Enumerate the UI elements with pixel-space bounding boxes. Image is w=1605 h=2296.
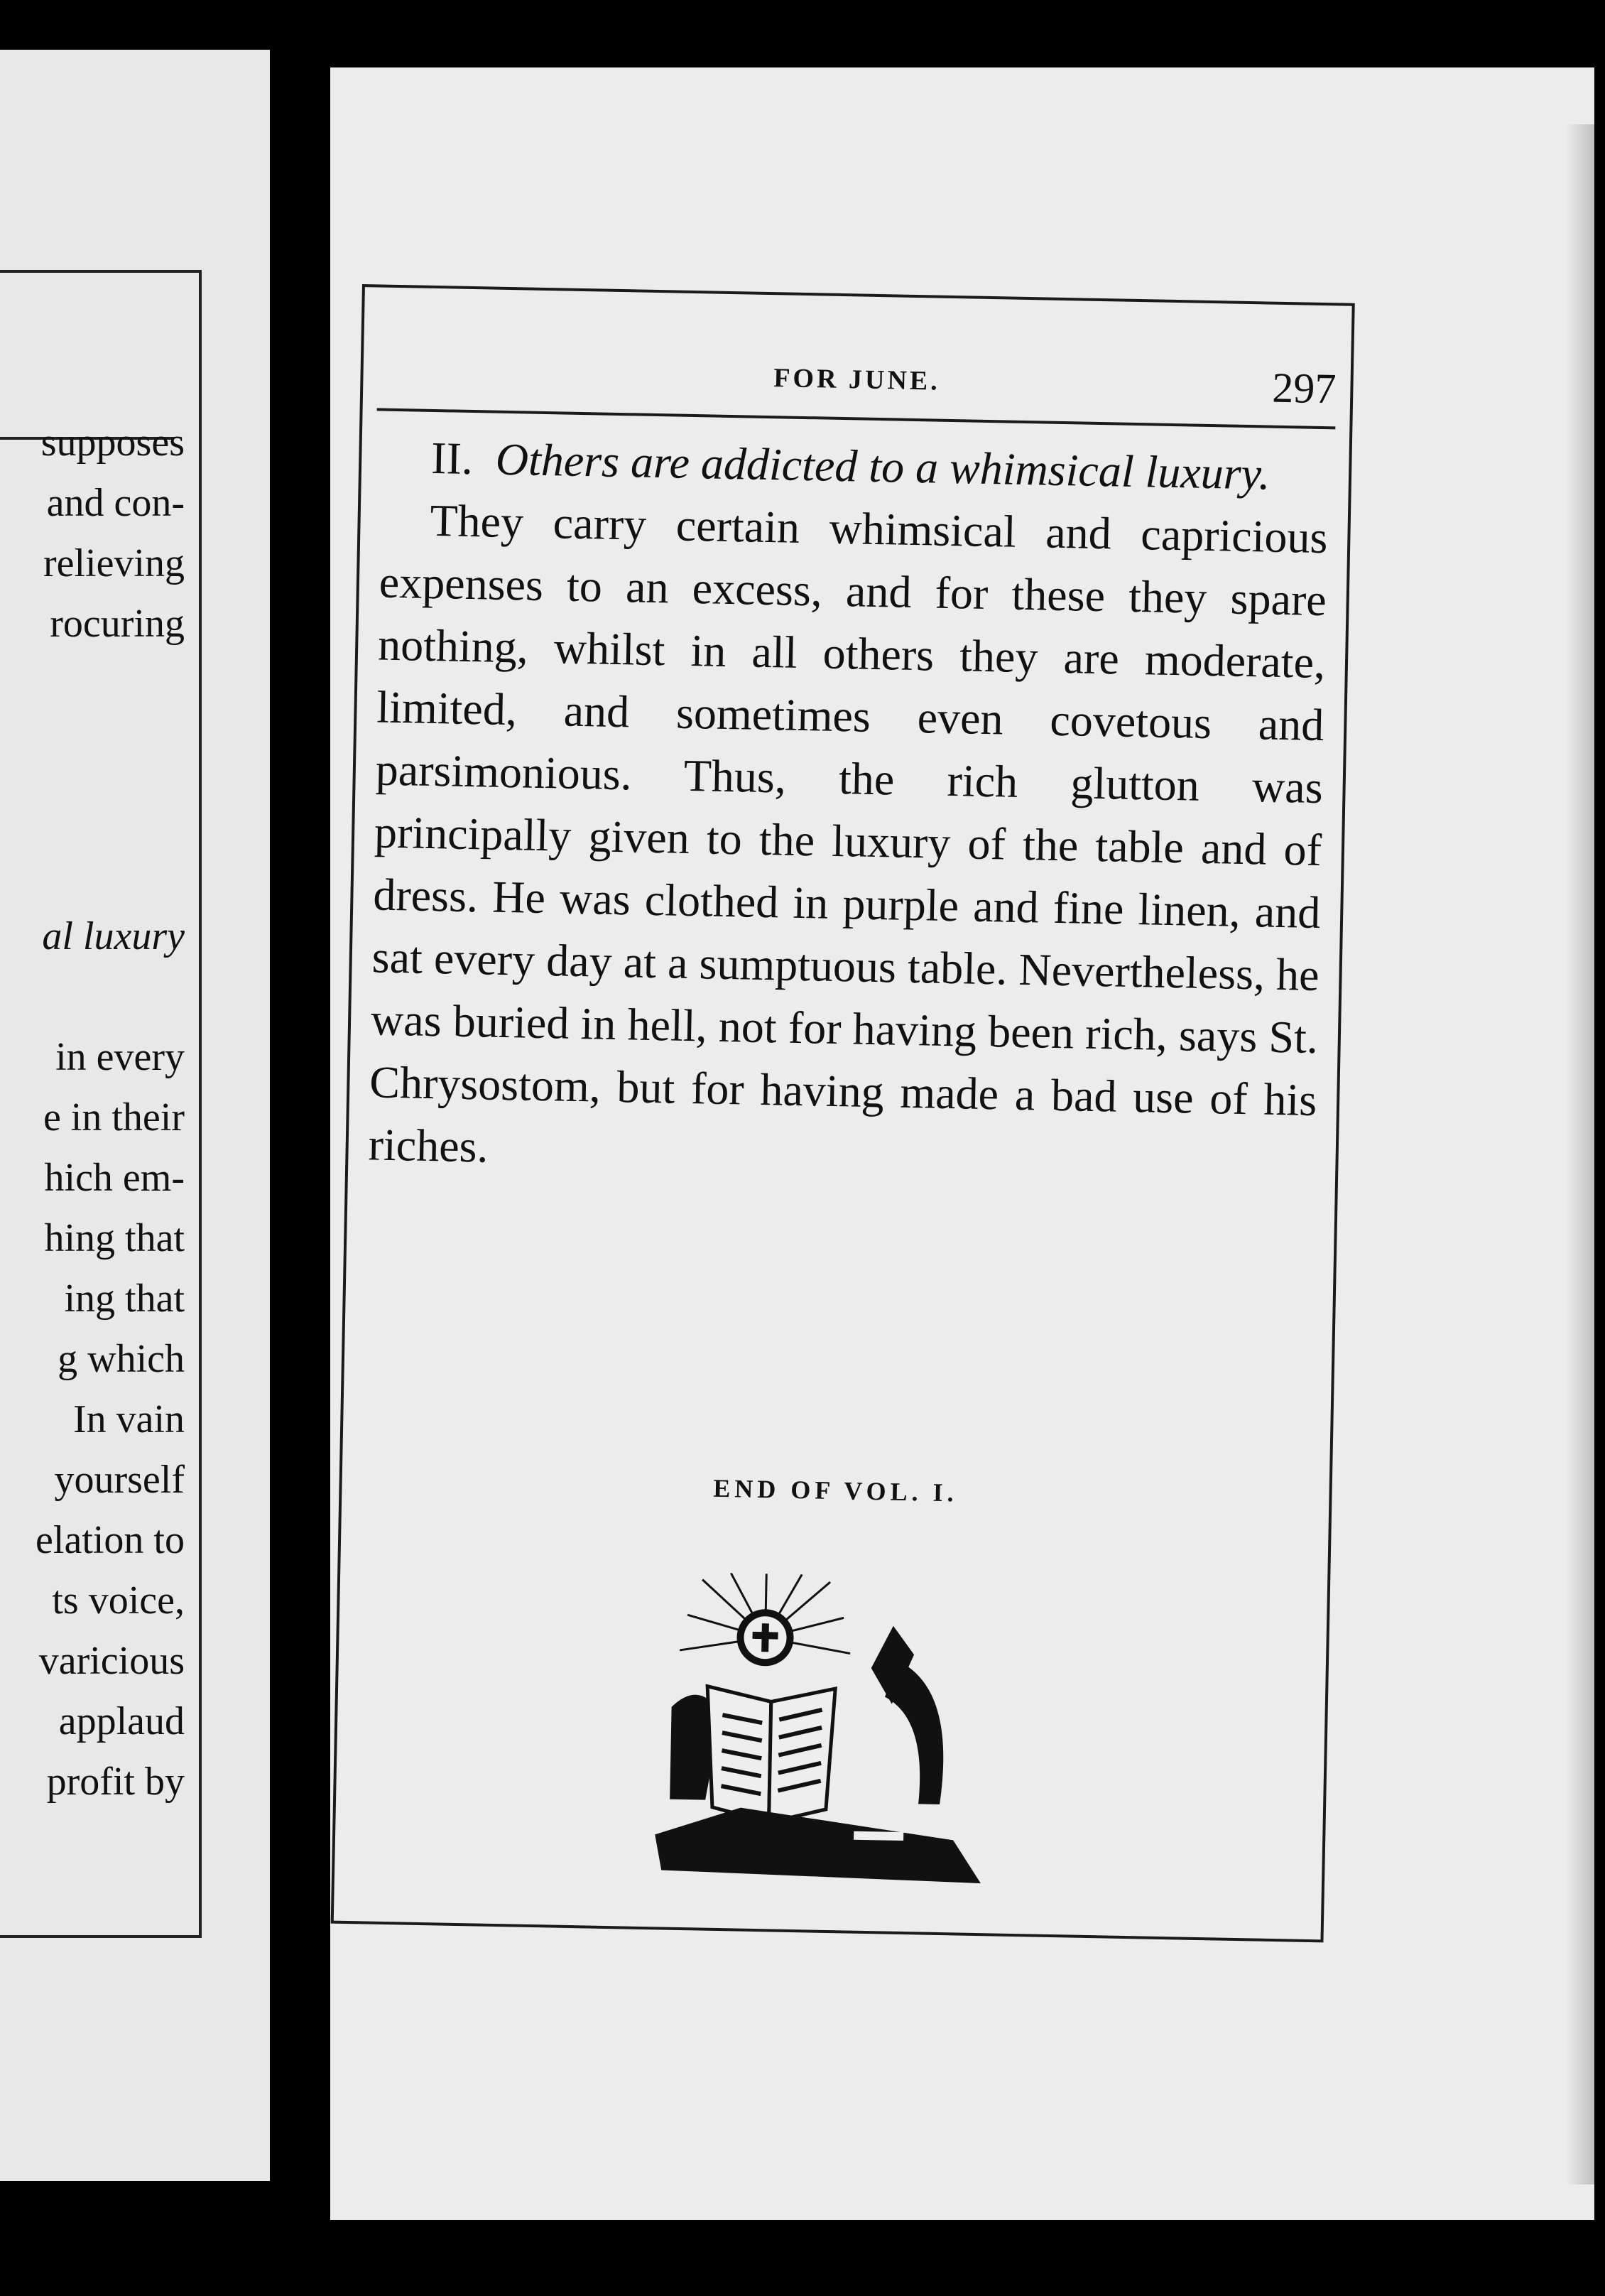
left-page-line: al luxury [42,914,185,958]
page-frame [331,284,1355,1942]
left-page-line: in every [55,1035,185,1079]
left-page-line: yourself [54,1458,185,1502]
left-page-line: relieving [43,541,185,585]
page-number: 297 [1271,364,1337,413]
left-page-line: elation to [36,1518,185,1562]
paragraph: They carry certain whimsical and capricious expenses to an excess, and for these they spare nothing, whilst in all others they are moderate, limited, and sometimes even covetous and parsimonious. Thus, the rich glutton was principally given to the luxury of the table and of dress. He was clothed in purple and fine linen, and sat every day at a sumptuous table. Nevertheless, he was buried in hell, not for having been rich, says St. Chrysostom, but for having made a bad use of his riches. [368,494,1329,1172]
open-book-with-radiant-cross-icon [654,1571,986,1890]
left-page-line: applaud [58,1699,185,1743]
left-page-line: supposes [40,421,185,465]
body-text [368,426,1329,1194]
left-page-line: rocuring [50,602,185,646]
left-page-line: ing that [64,1277,185,1321]
section-title: Others are addicted to a whimsical luxury. [495,433,1271,499]
end-of-volume-mark: END OF VOL. I. [712,1473,959,1507]
left-page-line: In vain [72,1397,185,1441]
left-page-line: ts voice, [52,1578,185,1623]
running-head [377,354,1337,416]
left-page-line: profit by [46,1760,185,1804]
left-page-line: hing that [44,1216,185,1260]
left-page-line: varicious [38,1639,185,1683]
left-page-line: g which [58,1337,185,1381]
left-page-line: e in their [43,1095,185,1139]
section-number: II. [430,432,474,484]
left-page [0,50,270,2181]
left-page-line: hich em- [44,1156,185,1200]
left-page-line: and con- [46,481,185,525]
running-head-title: FOR JUNE. [773,363,941,396]
